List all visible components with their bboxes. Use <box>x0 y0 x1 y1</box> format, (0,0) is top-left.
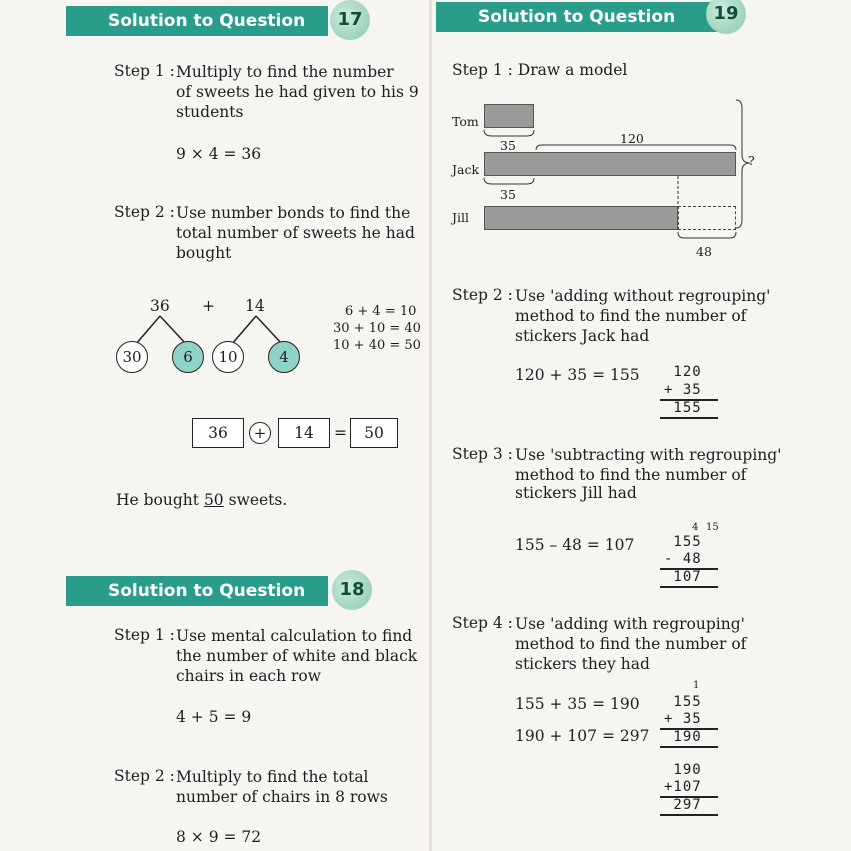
step2-column-rule-bottom <box>660 417 718 419</box>
jack-extra-label: 120 <box>620 131 644 146</box>
q18-banner <box>66 576 328 606</box>
tom-bracket-label: 35 <box>500 138 516 153</box>
q19-step4-equation-1: 155 + 35 = 190 <box>515 695 640 713</box>
step4-carry-1: 1 <box>693 680 700 691</box>
q17-step1-text-2: of sweets he had given to his 9 <box>176 83 419 101</box>
step4-column2-top: 190 <box>664 762 702 778</box>
q17-number-badge: 17 <box>330 0 370 40</box>
box-result: 50 <box>350 418 398 448</box>
bond-sum-1: 6 + 4 = 10 <box>345 304 417 319</box>
bond-whole-a: 36 <box>150 297 170 315</box>
step3-column-mid: - 48 <box>664 551 702 567</box>
q19-step2-text-3: stickers Jack had <box>515 327 650 345</box>
total-question-mark: ? <box>748 153 755 168</box>
q18-number-badge: 18 <box>332 570 372 610</box>
q18-step1-equation: 4 + 5 = 9 <box>176 708 252 726</box>
model-brackets <box>432 0 851 300</box>
box-addend-b: 14 <box>278 418 330 448</box>
bond-part-10: 10 <box>212 341 244 373</box>
q19-banner-text: Solution to Question <box>478 7 676 27</box>
step2-column-mid: + 35 <box>664 382 702 398</box>
q19-step4-text-2: method to find the number of <box>515 635 747 653</box>
step4-column1-mid: + 35 <box>664 711 702 727</box>
step3-column-top: 155 <box>664 534 702 550</box>
q19-step3-text-3: stickers Jill had <box>515 484 637 502</box>
q18-step1-text-2: the number of white and black <box>176 647 418 665</box>
q17-step2-text-1: Use number bonds to find the <box>176 204 411 222</box>
box-plus-circle: + <box>249 422 271 444</box>
q19-step2-text-2: method to find the number of <box>515 307 747 325</box>
bond-whole-b: 14 <box>245 297 265 315</box>
q17-step2-label: Step 2 : <box>114 203 175 221</box>
q19-step2-label: Step 2 : <box>452 286 513 304</box>
step4-column2-mid: +107 <box>664 779 702 795</box>
step3-carry-4: 4 <box>692 522 699 533</box>
q18-step1-text-1: Use mental calculation to find <box>176 627 413 645</box>
step3-column-result: 107 <box>664 569 702 585</box>
q17-answer-number: 50 <box>203 491 224 509</box>
q17-answer-post: sweets. <box>228 491 288 509</box>
q19-number-badge: 19 <box>706 0 746 34</box>
q18-step1-label: Step 1 : <box>114 626 175 644</box>
q19-step2-text-1: Use 'adding without regrouping' <box>515 287 771 305</box>
q17-step2-text-2: total number of sweets he had <box>176 224 415 242</box>
bond-part-6: 6 <box>172 341 204 373</box>
box-addend-a: 36 <box>192 418 244 448</box>
q17-step1-label: Step 1 : <box>114 62 175 80</box>
right-page <box>432 0 851 851</box>
step4-column1-result: 190 <box>664 729 702 745</box>
q18-step2-equation: 8 × 9 = 72 <box>176 828 262 846</box>
step2-column-top: 120 <box>664 364 702 380</box>
q19-step3-text-2: method to find the number of <box>515 466 747 484</box>
bond-part-30: 30 <box>116 341 148 373</box>
q19-step4-label: Step 4 : <box>452 614 513 632</box>
bond-sum-2: 30 + 10 = 40 <box>333 321 421 336</box>
q18-step2-text-2: number of chairs in 8 rows <box>176 788 388 806</box>
model-label-jack: Jack <box>452 162 480 177</box>
bond-plus: + <box>202 297 215 315</box>
step3-carry-15: 15 <box>706 522 719 533</box>
step2-column-result: 155 <box>664 400 702 416</box>
q18-step1-text-3: chairs in each row <box>176 667 322 685</box>
q17-answer <box>116 490 287 510</box>
step4-column2-rule-bottom <box>660 814 718 816</box>
q19-step4-text-1: Use 'adding with regrouping' <box>515 615 745 633</box>
q18-step2-label: Step 2 : <box>114 767 175 785</box>
q18-step2-text-1: Multiply to find the total <box>176 768 369 786</box>
q19-step2-equation: 120 + 35 = 155 <box>515 366 640 384</box>
q19-step1: Step 1 : Draw a model <box>452 61 628 79</box>
q17-answer-pre: He bought <box>116 491 199 509</box>
q17-step1-text-1: Multiply to find the number <box>176 63 394 81</box>
q17-banner-text: Solution to Question <box>108 11 306 31</box>
q19-step3-text-1: Use 'subtracting with regrouping' <box>515 446 782 464</box>
q18-banner-text: Solution to Question <box>108 581 306 601</box>
jack-bracket-label: 35 <box>500 187 516 202</box>
step4-column1-rule-bottom <box>660 746 718 748</box>
q19-step3-label: Step 3 : <box>452 445 513 463</box>
q17-step2-text-3: bought <box>176 244 232 262</box>
box-equals: = <box>334 424 347 442</box>
q19-step4-equation-2: 190 + 107 = 297 <box>515 727 650 745</box>
jill-bracket-label: 48 <box>696 244 712 259</box>
q19-step3-equation: 155 – 48 = 107 <box>515 536 635 554</box>
bond-part-4: 4 <box>268 341 300 373</box>
q19-step4-text-3: stickers they had <box>515 655 650 673</box>
bond-sum-3: 10 + 40 = 50 <box>333 338 421 353</box>
q17-step1-equation: 9 × 4 = 36 <box>176 145 262 163</box>
q17-step1-text-3: students <box>176 103 244 121</box>
step4-column1-top: 155 <box>664 694 702 710</box>
model-label-jill: Jill <box>452 210 470 225</box>
step3-column-rule-bottom <box>660 586 718 588</box>
model-label-tom: Tom <box>452 114 479 129</box>
step4-column2-result: 297 <box>664 797 702 813</box>
